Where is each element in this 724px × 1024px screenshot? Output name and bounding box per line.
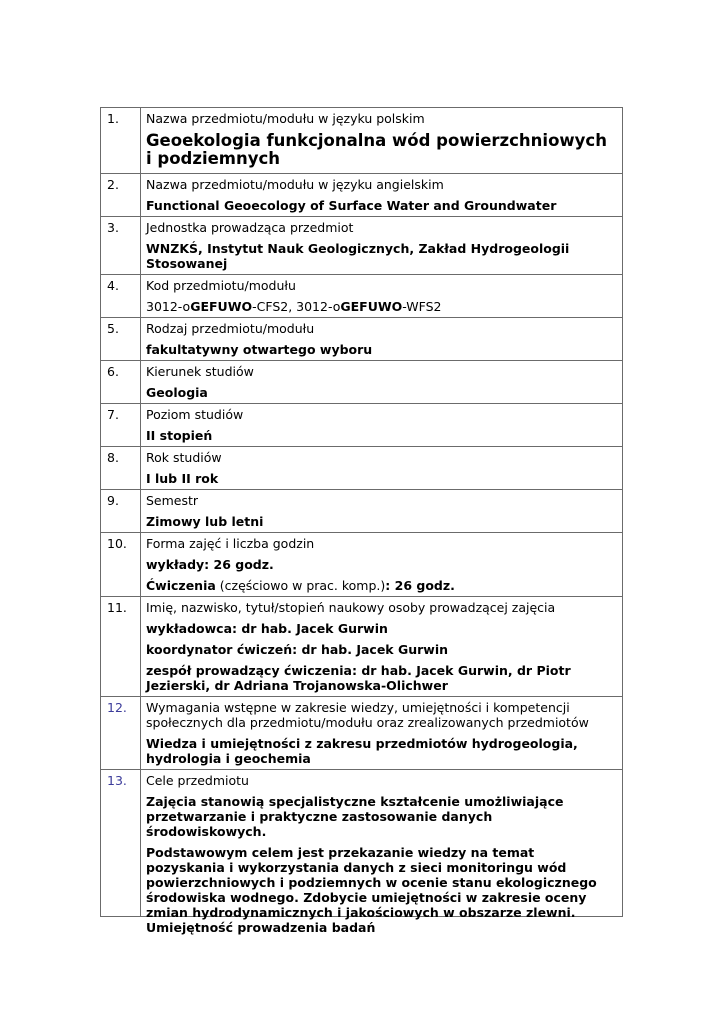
table-row	[101, 275, 623, 318]
field-value: Zimowy lub letni	[146, 514, 264, 529]
value-part: Ćwiczenia	[146, 578, 216, 593]
value-part: : 26 godz.	[385, 578, 455, 593]
row-content	[141, 447, 623, 490]
row-number: 1.	[101, 108, 141, 174]
field-value: zespół prowadzący ćwiczenia: dr hab. Jacek Gurwin, dr Piotr Jezierski, dr Adriana Trojanowska-Olichwer	[146, 663, 571, 693]
field-label: Wymagania wstępne w zakresie wiedzy, umiejętności i kompetencji społecznych dla przedmiotu/modułu oraz zrealizowanych przedmiotów	[146, 700, 589, 730]
course-syllabus-table	[100, 107, 623, 935]
code-part: GEFUWO	[190, 299, 253, 314]
row-content	[141, 361, 623, 404]
field-label: Semestr	[146, 493, 199, 508]
field-value: Geoekologia funkcjonalna wód powierzchniowych i podziemnych	[146, 131, 607, 168]
row-content	[141, 174, 623, 217]
row-content	[141, 275, 623, 318]
row-content	[141, 108, 623, 174]
field-label: Imię, nazwisko, tytuł/stopień naukowy osoby prowadzącej zajęcia	[146, 600, 556, 615]
table-row	[101, 404, 623, 447]
field-label: Nazwa przedmiotu/modułu w języku angielskim	[146, 177, 444, 192]
row-number: 7.	[101, 404, 141, 447]
field-value: wykłady: 26 godz.	[146, 557, 274, 572]
table-row	[101, 490, 623, 533]
row-number: 6.	[101, 361, 141, 404]
row-number: 10.	[101, 533, 141, 597]
table-row	[101, 597, 623, 697]
field-value: koordynator ćwiczeń: dr hab. Jacek Gurwin	[146, 642, 449, 657]
field-value: fakultatywny otwartego wyboru	[146, 342, 373, 357]
table-row	[101, 217, 623, 275]
field-value: Zajęcia stanowią specjalistyczne kształcenie umożliwiające przetwarzanie i praktyczne zastosowanie danych środowiskowych.	[146, 794, 564, 839]
row-content	[141, 217, 623, 275]
field-label: Forma zajęć i liczba godzin	[146, 536, 315, 551]
code-part: -CFS2, 3012-o	[252, 299, 341, 314]
row-content	[141, 533, 623, 597]
row-number: 12.	[101, 697, 141, 770]
row-number: 11.	[101, 597, 141, 697]
table-row	[101, 318, 623, 361]
field-label: Rok studiów	[146, 450, 222, 465]
field-label: Poziom studiów	[146, 407, 244, 422]
table-row	[101, 447, 623, 490]
table-row	[101, 361, 623, 404]
code-part: 3012-o	[146, 299, 191, 314]
field-value: II stopień	[146, 428, 213, 443]
field-label: Cele przedmiotu	[146, 773, 249, 788]
table-row	[101, 770, 623, 917]
field-value: WNZKŚ, Instytut Nauk Geologicznych, Zakład Hydrogeologii Stosowanej	[146, 241, 570, 271]
course-code	[146, 299, 616, 314]
table-row	[101, 697, 623, 770]
row-number: 4.	[101, 275, 141, 318]
row-content	[141, 404, 623, 447]
table-row	[101, 174, 623, 217]
field-value: Geologia	[146, 385, 208, 400]
field-label: Kierunek studiów	[146, 364, 254, 379]
field-value: Wiedza i umiejętności z zakresu przedmiotów hydrogeologia, hydrologia i geochemia	[146, 736, 578, 766]
row-content	[141, 597, 623, 697]
row-content	[141, 318, 623, 361]
code-part: GEFUWO	[340, 299, 403, 314]
field-label: Jednostka prowadząca przedmiot	[146, 220, 354, 235]
value-part: (częściowo w prac. komp.)	[215, 578, 386, 593]
table-row	[101, 108, 623, 174]
row-number: 9.	[101, 490, 141, 533]
row-content	[141, 697, 623, 770]
field-value	[146, 578, 616, 593]
field-value: Podstawowym celem jest przekazanie wiedzy na temat pozyskania i wykorzystania danych z sieci monitoringu wód powierzchniowych i podziemnych w ocenie stanu ekologicznego środowiska wodnego. Zdobycie umiejętności w zakresie oceny zmian hydrodynamicznych i jakościowych w obszarze zlewni. Umiejętność prowadzenia badań	[146, 845, 597, 935]
row-number: 2.	[101, 174, 141, 217]
field-value: Functional Geoecology of Surface Water and Groundwater	[146, 198, 557, 213]
row-content	[141, 770, 623, 935]
field-label: Nazwa przedmiotu/modułu w języku polskim	[146, 111, 425, 126]
row-content	[141, 490, 623, 533]
row-number: 5.	[101, 318, 141, 361]
code-part: -WFS2	[402, 299, 442, 314]
row-number: 8.	[101, 447, 141, 490]
field-value: I lub II rok	[146, 471, 219, 486]
field-label: Rodzaj przedmiotu/modułu	[146, 321, 315, 336]
row-number: 13.	[101, 770, 141, 917]
table-row	[101, 533, 623, 597]
field-value: wykładowca: dr hab. Jacek Gurwin	[146, 621, 388, 636]
field-label: Kod przedmiotu/modułu	[146, 278, 296, 293]
row-number: 3.	[101, 217, 141, 275]
